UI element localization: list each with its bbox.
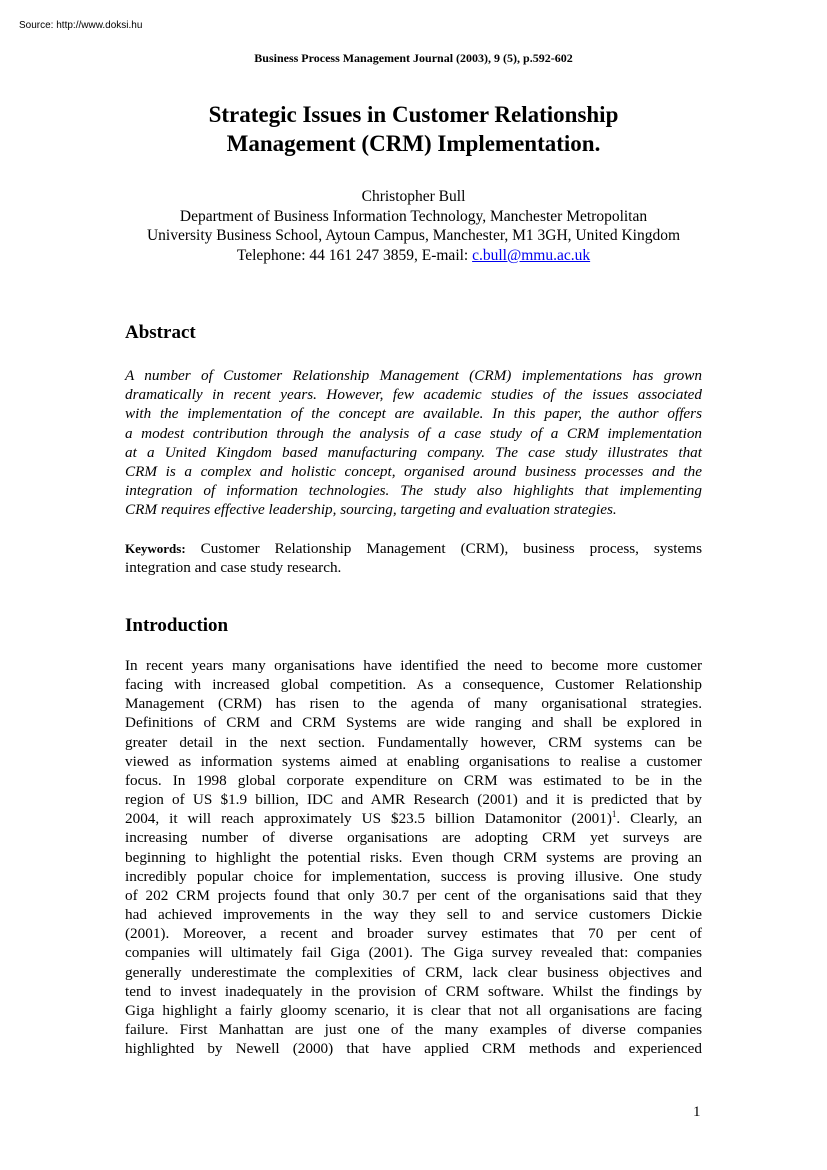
abstract-line: CRM requires effective leadership, sourcing, targeting and evaluation strategies.: [125, 501, 617, 519]
intro-line: (2001). Moreover, a recent and broader survey estimates that 70 per cent of: [125, 925, 702, 943]
intro-line: In recent years many organisations have identified the need to become more customer: [125, 657, 702, 674]
contact-prefix: Telephone: 44 161 247 3859, E-mail:: [236, 246, 473, 264]
abstract-text: [125, 366, 702, 520]
intro-line: Definitions of CRM and CRM Systems are wide ranging and shall be explored in: [125, 714, 702, 732]
source-url: Source: http://www.doksi.hu: [19, 20, 143, 31]
author-block: [100, 187, 727, 265]
intro-line: viewed as information systems aimed at enabling organisations to realise a customer: [125, 752, 702, 770]
author-affiliation-2: University Business School, Aytoun Campus, Manchester, M1 3GH, United Kingdom: [146, 227, 681, 244]
intro-line-9-text: 2004, it will reach approximately US $23.5 billion Datamonitor (2001): [125, 810, 612, 828]
intro-line: failure. First Manhattan are just one of the many examples of diverse companies: [125, 1020, 702, 1038]
abstract-line: integration of information technologies. The study also highlights that implementing: [125, 482, 702, 500]
abstract-line: a modest contribution through the analysis of a case study of a CRM implementation: [125, 424, 702, 442]
intro-line: increasing number of diverse organisations are adopting CRM yet surveys are: [125, 829, 702, 847]
abstract-line: with the implementation of the concept are available. In this paper, the author offers: [125, 405, 702, 423]
abstract-line: A number of Customer Relationship Management (CRM) implementations has grown: [125, 367, 702, 384]
keywords-text-2: integration and case study research.: [125, 559, 342, 577]
abstract-line: dramatically in recent years. However, few academic studies of the issues associated: [125, 386, 702, 404]
intro-line: of 202 CRM projects found that only 30.7 per cent of the organisations said that they: [125, 886, 702, 904]
keywords-text-1: Customer Relationship Management (CRM), business process, systems: [185, 540, 702, 557]
intro-line-9-tail: . Clearly, an: [616, 810, 702, 828]
intro-line: Management (CRM) has risen to the agenda of many organisational strategies.: [125, 695, 702, 713]
intro-line: [125, 809, 702, 828]
abstract-line: CRM is a complex and holistic concept, organised around business processes and the: [125, 463, 702, 481]
abstract-heading: Abstract: [125, 322, 196, 343]
author-affiliation-1: Department of Business Information Technology, Manchester Metropolitan: [179, 207, 648, 225]
intro-line: facing with increased global competition. As a consequence, Customer Relationship: [125, 676, 702, 694]
page-number: 1: [693, 1104, 701, 1120]
footnote-marker: 1: [611, 809, 617, 820]
intro-line: generally underestimate the complexities of CRM, lack clear business objectives and: [125, 963, 702, 981]
journal-citation: Business Process Management Journal (2003), 9 (5), p.592-602: [254, 51, 573, 65]
paper-title: [100, 100, 727, 158]
intro-line: region of US $1.9 billion, IDC and AMR Research (2001) and it is predicted that by: [125, 791, 702, 809]
intro-line: highlighted by Newell (2000) that have applied CRM methods and experienced: [125, 1040, 702, 1058]
email-link[interactable]: c.bull@mmu.ac.uk: [472, 246, 591, 264]
intro-line: beginning to highlight the potential risks. Even though CRM systems are proving an: [125, 848, 702, 866]
intro-line: tend to invest inadequately in the provision of CRM software. Whilst the findings by: [125, 982, 702, 1000]
intro-line: Giga highlight a fairly gloomy scenario, it is clear that not all organisations are facing: [125, 1001, 702, 1019]
keywords: [125, 539, 702, 577]
title-line-2: Management (CRM) Implementation.: [226, 131, 601, 156]
intro-line: greater detail in the next section. Fundamentally however, CRM systems can be: [125, 733, 702, 751]
author-contact: [100, 246, 727, 266]
abstract-line: at a United Kingdom based manufacturing company. The case study illustrates that: [125, 443, 702, 461]
introduction-heading: Introduction: [125, 615, 229, 636]
title-line-1: Strategic Issues in Customer Relationship: [208, 102, 619, 127]
intro-line: companies will ultimately fail Giga (2001). The Giga survey revealed that: companies: [125, 944, 702, 962]
intro-line: focus. In 1998 global corporate expenditure on CRM was estimated to be in the: [125, 771, 702, 789]
keywords-label: Keywords:: [125, 541, 186, 556]
author-name: Christopher Bull: [361, 188, 466, 205]
intro-line: had achieved improvements in the way they sell to and service customers Dickie: [125, 906, 702, 924]
intro-line: incredibly popular choice for implementation, success is proving illusive. One study: [125, 867, 702, 885]
introduction-text: [125, 656, 702, 1058]
